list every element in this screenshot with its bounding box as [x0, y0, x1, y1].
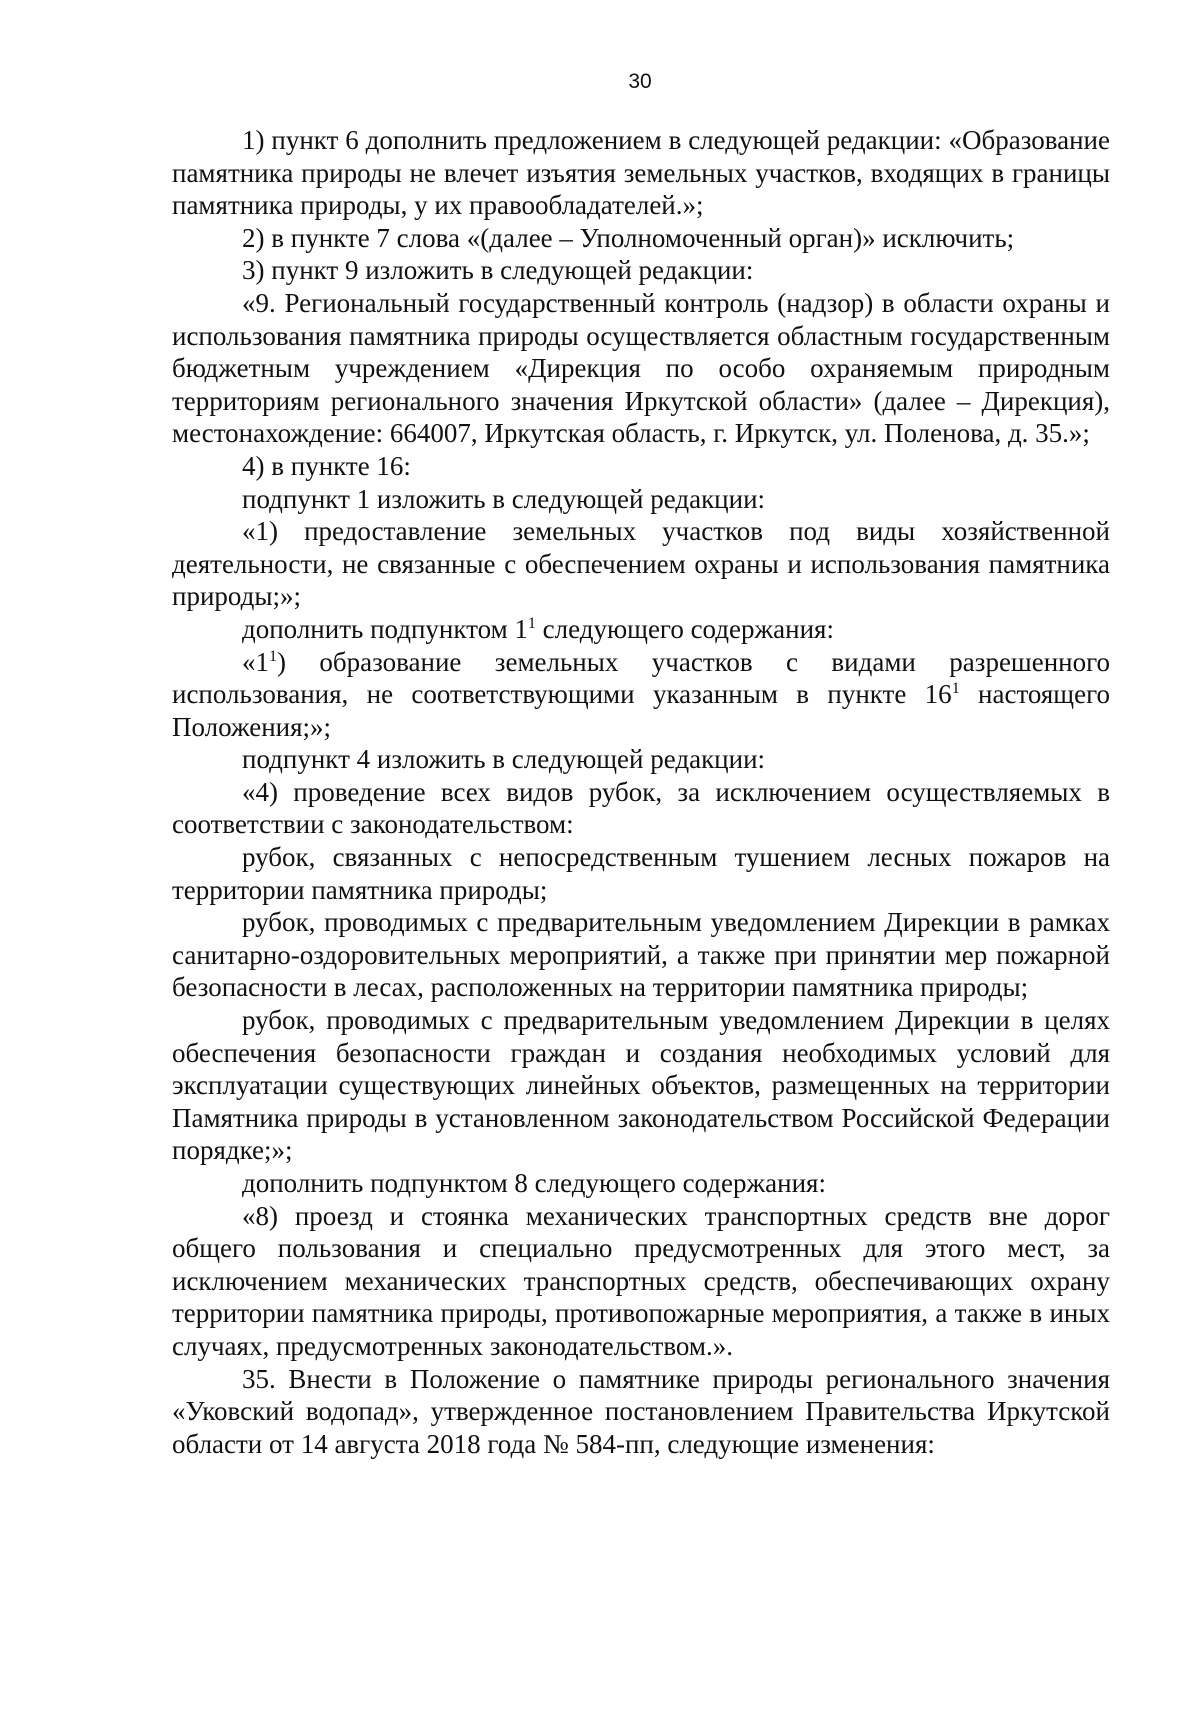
- paragraph-logging-safety: рубок, проводимых с предварительным уведомлением Дирекции в целях обеспечения безопасности граждан и создания необходимых условий для эксплуатации существующих линейных объектов, размещенных на территории Памятника природы в установленном законодательством Российской Федерации порядке;»;: [172, 1005, 1110, 1166]
- paragraph-subitem-1-intro: подпункт 1 изложить в следующей редакции:: [242, 483, 766, 514]
- paragraph-item-3: 3) пункт 9 изложить в следующей редакции:: [242, 255, 754, 286]
- paragraph-item-3-text: «9. Региональный государственный контроль (надзор) в области охраны и использования памятника природы осуществляется областным государственным бюджетным учреждением «Дирекция по особо охраняемым природным территориям регионального значения Иркутской области» (далее – Дирекция), местонахождение: 664007, Иркутская область, г. Иркутск, ул. Поленова, д. 35.»;: [172, 287, 1110, 449]
- paragraph-item-1: 1) пункт 6 дополнить предложением в следующей редакции: «Образование памятника природы не влечет изъятия земельных участков, входящих в границы памятника природы, у их правообладателей.»;: [172, 125, 1110, 221]
- paragraph-item-4: 4) в пункте 16:: [242, 450, 411, 481]
- page-number: 30: [628, 70, 652, 93]
- paragraph-subitem-1-text: «1) предоставление земельных участков под виды хозяйственной деятельности, не связанные с обеспечением охраны и использования памятника природы;»;: [172, 516, 1110, 612]
- superscript-one: 1: [269, 647, 277, 665]
- paragraph-subitem-8-intro: дополнить подпунктом 8 следующего содержания:: [242, 1168, 826, 1198]
- superscript-one: 1: [951, 680, 960, 698]
- paragraph-subitem-4-intro: подпункт 4 изложить в следующей редакции:: [242, 744, 766, 775]
- paragraph-subitem-1-1-intro: дополнить подпунктом $1^1$ следующего содержания:: [242, 613, 834, 644]
- paragraph-subitem-8-text: «8) проезд и стоянка механических транспортных средств вне дорог общего пользования и специально предусмотренных для этого мест, за исключением механических транспортных средств, обеспечивающих охрану территории памятника природы, противопожарные мероприятия, а также в иных случаях, предусмотренных законодательством.».: [172, 1200, 1110, 1361]
- paragraph-subitem-4-text: «4) проведение всех видов рубок, за исключением осуществляемых в соответствии с законодательством:: [172, 776, 1110, 840]
- superscript-one: 1: [527, 614, 536, 632]
- paragraph-subitem-1-1-text: «$1^1$) образование земельных участков с видами разрешенного использования, не соответствующими указанным в пункте $16^1$ настоящего Положения;»;: [172, 646, 1110, 742]
- paragraph-logging-fires: рубок, связанных с непосредственным тушением лесных пожаров на территории памятника природы;: [172, 842, 1110, 905]
- paragraph-item-35: 35. Внести в Положение о памятнике природы регионального значения «Уковский водопад», утвержденное постановлением Правительства Иркутской области от 14 августа 2018 года № 584-пп, следующие изменения:: [172, 1363, 1110, 1459]
- paragraph-logging-sanitary: рубок, проводимых с предварительным уведомлением Дирекции в рамках санитарно-оздоровительных мероприятий, а также при принятии мер пожарной безопасности в лесах, расположенных на территории памятника природы;: [172, 907, 1110, 1003]
- document-body: [172, 124, 1110, 1460]
- paragraph-item-2: 2) в пункте 7 слова «(далее – Уполномоченный орган)» исключить;: [242, 222, 1015, 253]
